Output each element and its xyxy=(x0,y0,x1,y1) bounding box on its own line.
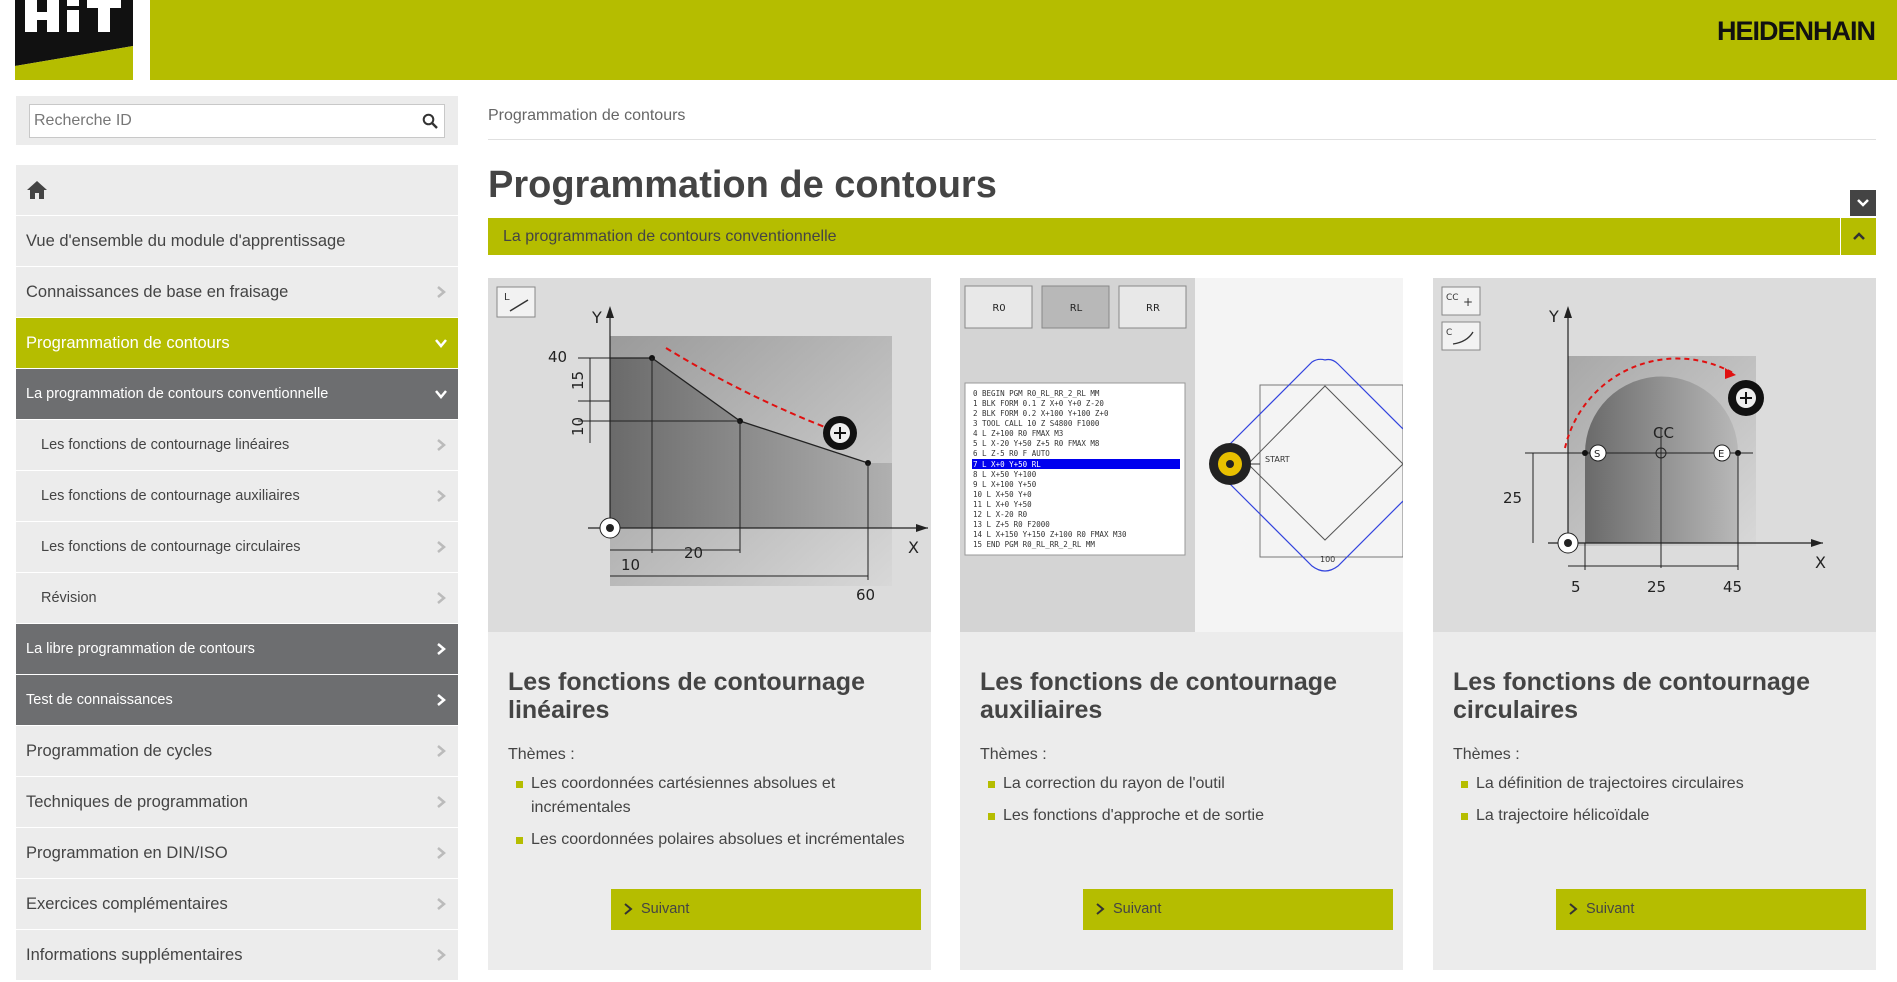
chevron-right-icon xyxy=(434,539,448,555)
code-line: 2 BLK FORM 0.2 X+100 Y+100 Z+0 xyxy=(973,409,1109,418)
sidebar-item-label: Techniques de programmation xyxy=(26,792,248,811)
code-line: 13 L Z+5 R0 F2000 xyxy=(973,520,1050,529)
svg-text:+: + xyxy=(1463,295,1474,309)
chevron-right-icon xyxy=(434,845,448,861)
dimension-label: 5 xyxy=(1571,578,1581,596)
r0-button-label: R0 xyxy=(992,303,1006,314)
linear-contour-figure xyxy=(488,278,931,632)
sidebar-item-conventional-programming[interactable] xyxy=(16,369,458,420)
chevron-up-icon xyxy=(1841,218,1877,255)
chevron-right-icon xyxy=(623,903,633,915)
code-line: 14 L X+150 Y+150 Z+100 R0 FMAX M30 xyxy=(973,530,1127,539)
card-circular xyxy=(1433,278,1876,970)
axis-y-label: Y xyxy=(592,308,602,327)
dimension-label: 40 xyxy=(548,348,568,366)
code-line: 0 BEGIN PGM R0_RL_RR_2_RL MM xyxy=(973,389,1100,398)
sidebar-item-auxiliary-functions[interactable] xyxy=(16,471,458,522)
list-item: Les coordonnées cartésiennes absolues et incrémentales xyxy=(508,772,911,820)
sidebar-item-din-iso[interactable] xyxy=(16,828,458,879)
sidebar-item-linear-functions[interactable] xyxy=(16,420,458,471)
breadcrumb xyxy=(488,96,1876,140)
topic-list xyxy=(508,772,911,852)
dimension-label: 45 xyxy=(1723,578,1743,596)
card-linear xyxy=(488,278,931,970)
code-line: 4 L Z+100 R0 FMAX M3 xyxy=(973,429,1064,438)
chevron-right-icon xyxy=(434,284,448,300)
sidebar-item-overview[interactable] xyxy=(16,216,458,267)
sidebar xyxy=(16,96,458,981)
sidebar-nav xyxy=(16,165,458,981)
rr-button-label: RR xyxy=(1146,303,1160,314)
sidebar-item-label: Révision xyxy=(41,590,97,606)
list-item: Les coordonnées polaires absolues et incrémentales xyxy=(508,828,911,852)
top-bar xyxy=(0,0,1897,80)
code-line: 1 BLK FORM 0.1 Z X+0 Y+0 Z-20 xyxy=(973,399,1104,408)
key-label: L xyxy=(504,292,510,303)
list-item: La trajectoire hélicoïdale xyxy=(1453,804,1856,828)
sidebar-item-extra-exercises[interactable] xyxy=(16,879,458,930)
dimension-label: 15 xyxy=(569,370,587,390)
chevron-down-icon xyxy=(434,386,448,402)
sidebar-item-knowledge-test[interactable] xyxy=(16,675,458,726)
themes-label: Thèmes : xyxy=(980,746,1047,763)
sidebar-item-label: Les fonctions de contournage auxiliaires xyxy=(41,488,300,504)
sidebar-item-free-contour-programming[interactable] xyxy=(16,624,458,675)
list-item: Les fonctions d'approche et de sortie xyxy=(980,804,1383,828)
search-box xyxy=(29,104,445,138)
sidebar-item-cycle-programming[interactable] xyxy=(16,726,458,777)
sidebar-item-label: Programmation de cycles xyxy=(26,741,213,760)
next-button-label: Suivant xyxy=(1586,901,1635,917)
chevron-right-icon xyxy=(434,590,448,606)
next-button[interactable] xyxy=(1083,889,1393,930)
next-button[interactable] xyxy=(1556,889,1866,930)
chevron-right-icon xyxy=(1095,903,1105,915)
main-content xyxy=(488,96,1876,917)
start-label: START xyxy=(1265,455,1290,464)
chevron-right-icon xyxy=(434,947,448,963)
dimension-label: 25 xyxy=(1503,489,1523,507)
code-line: 9 L X+100 Y+50 xyxy=(973,480,1037,489)
rl-button-label: RL xyxy=(1069,303,1083,314)
next-button[interactable] xyxy=(611,889,921,930)
chevron-right-icon xyxy=(434,896,448,912)
dimension-label: 60 xyxy=(856,586,876,604)
chevron-right-icon xyxy=(1568,903,1578,915)
card-title: Les fonctions de contournage circulaires xyxy=(1453,668,1810,724)
code-line: 8 L X+50 Y+100 xyxy=(973,470,1037,479)
card-image xyxy=(1433,278,1876,632)
dimension-label: 20 xyxy=(684,544,704,562)
sidebar-item-label: Exercices complémentaires xyxy=(26,894,228,913)
start-point-label: S xyxy=(1594,449,1601,460)
breadcrumb-item[interactable]: Programmation de contours xyxy=(488,107,686,124)
hit-logo[interactable] xyxy=(0,0,150,80)
radius-compensation-figure xyxy=(960,278,1403,632)
sidebar-item-label: Test de connaissances xyxy=(26,692,173,708)
dimension-label: 10 xyxy=(621,556,641,574)
search-input[interactable] xyxy=(30,105,410,137)
themes-label: Thèmes : xyxy=(1453,746,1520,763)
sidebar-item-contour-programming[interactable] xyxy=(16,318,458,369)
section-collapse-button[interactable] xyxy=(1840,218,1876,255)
sidebar-item-label: Informations supplémentaires xyxy=(26,945,243,964)
center-label: CC xyxy=(1653,424,1674,442)
code-line: 5 L X-20 Y+50 Z+5 R0 FMAX M8 xyxy=(973,439,1100,448)
page-title: Programmation de contours xyxy=(488,164,997,206)
next-button-label: Suivant xyxy=(641,901,690,917)
sidebar-item-home[interactable] xyxy=(16,165,458,216)
sidebar-item-label: Connaissances de base en fraisage xyxy=(26,282,289,301)
sidebar-item-milling-basics[interactable] xyxy=(16,267,458,318)
chevron-right-icon xyxy=(434,743,448,759)
section-header[interactable] xyxy=(488,218,1876,255)
card-grid xyxy=(488,278,1876,970)
sidebar-item-label: Les fonctions de contournage circulaires xyxy=(41,539,301,555)
key-label: C xyxy=(1446,328,1453,338)
dimension-label: 100 xyxy=(1320,555,1336,564)
code-line: 10 L X+50 Y+0 xyxy=(973,490,1032,499)
sidebar-item-label: Programmation de contours xyxy=(26,333,230,352)
sidebar-item-revision[interactable] xyxy=(16,573,458,624)
card-image xyxy=(960,278,1403,632)
sidebar-item-label: La programmation de contours conventionnelle xyxy=(26,386,329,402)
section-title: La programmation de contours conventionnelle xyxy=(503,228,837,245)
chevron-down-icon xyxy=(434,335,448,351)
circular-contour-figure xyxy=(1433,278,1876,632)
end-point-label: E xyxy=(1718,449,1725,460)
chevron-right-icon xyxy=(434,488,448,504)
topic-list xyxy=(1453,772,1856,828)
list-item: La correction du rayon de l'outil xyxy=(980,772,1383,796)
card-title: Les fonctions de contournage linéaires xyxy=(508,668,865,724)
chevron-right-icon xyxy=(434,641,448,657)
axis-x-label: X xyxy=(1815,553,1826,572)
chevron-right-icon xyxy=(434,692,448,708)
sidebar-item-circular-functions[interactable] xyxy=(16,522,458,573)
sidebar-item-additional-info[interactable] xyxy=(16,930,458,981)
chevron-down-icon xyxy=(1850,190,1876,216)
chevron-right-icon xyxy=(434,794,448,810)
sidebar-item-label: Programmation en DIN/ISO xyxy=(26,843,228,862)
card-image xyxy=(488,278,931,632)
sidebar-item-label: Les fonctions de contournage linéaires xyxy=(41,437,290,453)
card-auxiliary xyxy=(960,278,1403,970)
code-line-selected: 7 L X+0 Y+50 RL xyxy=(973,460,1041,469)
search-area xyxy=(16,96,458,145)
themes-label: Thèmes : xyxy=(508,746,575,763)
code-line: 15 END PGM R0_RL_RR_2_RL MM xyxy=(973,540,1095,549)
dimension-label: 25 xyxy=(1647,578,1667,596)
axis-y-label: Y xyxy=(1549,307,1559,326)
list-item: La définition de trajectoires circulaires xyxy=(1453,772,1856,796)
next-button-label: Suivant xyxy=(1113,901,1162,917)
sidebar-item-programming-techniques[interactable] xyxy=(16,777,458,828)
axis-x-label: X xyxy=(908,538,919,557)
home-icon xyxy=(26,180,48,200)
sidebar-item-label: Vue d'ensemble du module d'apprentissage xyxy=(26,231,346,250)
code-line: 3 TOOL CALL 10 Z S4800 F1000 xyxy=(973,419,1100,428)
search-icon[interactable] xyxy=(422,113,438,129)
collapse-toggle-button[interactable] xyxy=(1850,190,1876,216)
chevron-right-icon xyxy=(434,437,448,453)
card-title: Les fonctions de contournage auxiliaires xyxy=(980,668,1337,724)
code-line: 6 L Z-5 R0 F AUTO xyxy=(973,449,1050,458)
topic-list xyxy=(980,772,1383,828)
code-line: 11 L X+0 Y+50 xyxy=(973,500,1032,509)
dimension-label: 10 xyxy=(569,416,587,436)
sidebar-item-label: La libre programmation de contours xyxy=(26,641,255,657)
code-line: 12 L X-20 R0 xyxy=(973,510,1028,519)
heidenhain-brand[interactable]: HEIDENHAIN xyxy=(1716,16,1875,46)
key-label: CC xyxy=(1446,293,1459,303)
